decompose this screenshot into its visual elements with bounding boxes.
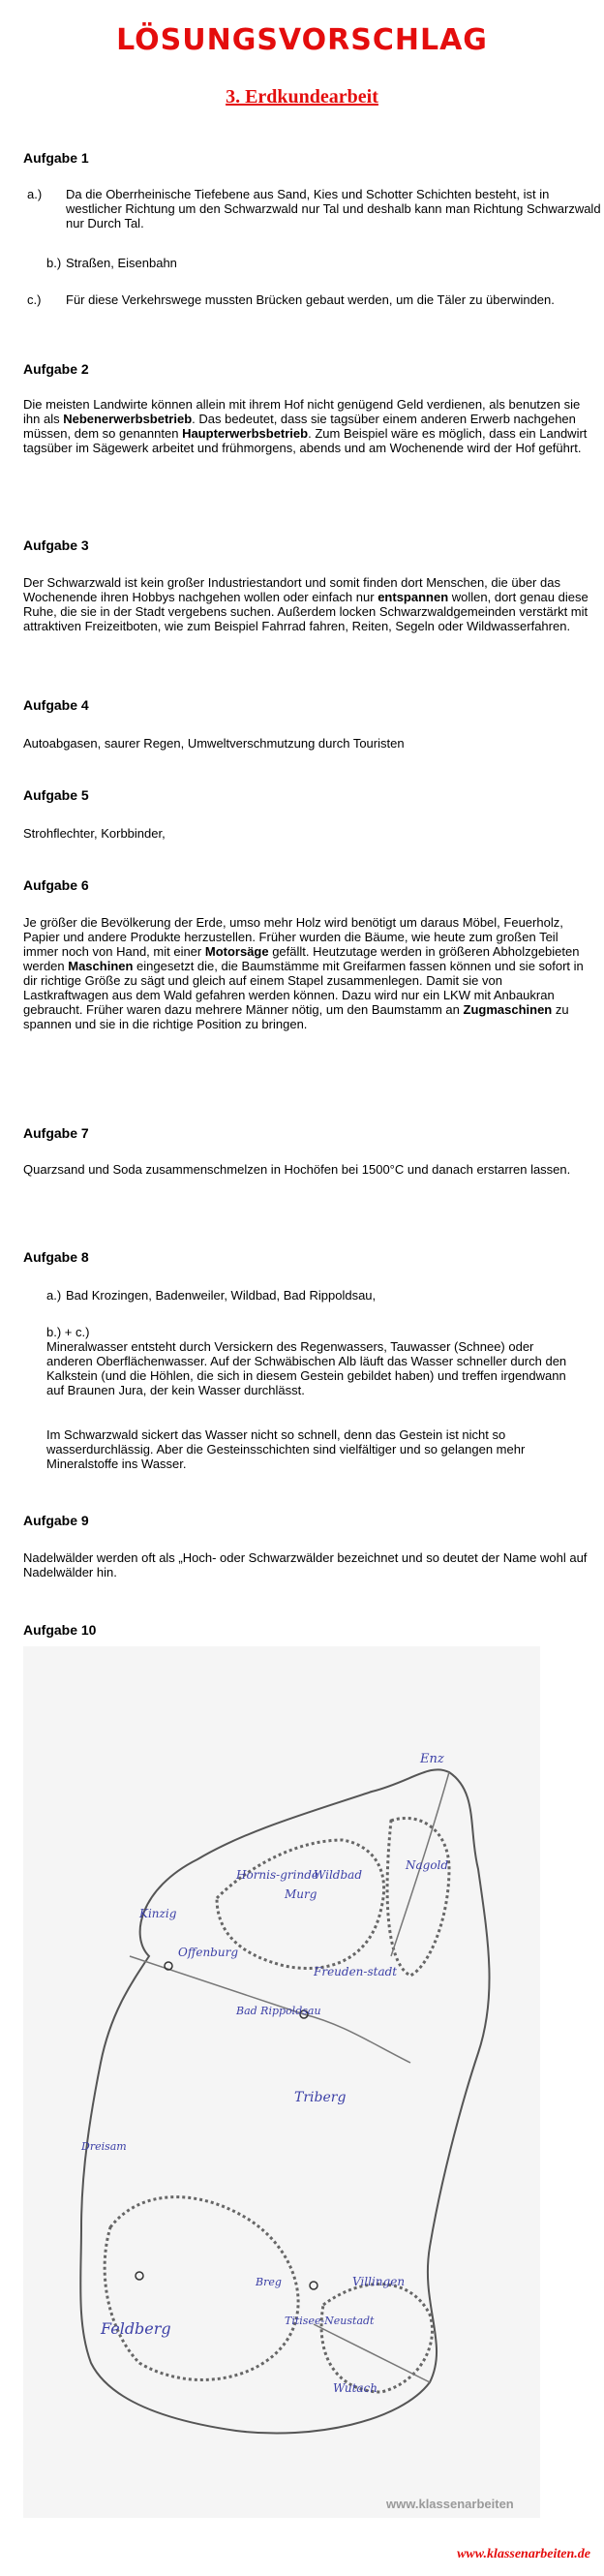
map-label-kinzig: Kinzig	[139, 1907, 177, 1920]
map-watermark: www.klassenarbeiten	[386, 2497, 514, 2511]
task-4-heading: Aufgabe 4	[23, 697, 89, 713]
task-8-heading: Aufgabe 8	[23, 1249, 89, 1265]
task-6-text-1: Je größer die Bevölkerung der Erde, umso mehr Holz wird benötigt um daraus Möbel, Feuerholz, Papier und andere Produkte herzustellen. Früher wurden die Bäume, wie heute zum großen Teil immer noch von Hand, mit einer	[23, 915, 563, 959]
map-label-dreisam: Dreisam	[81, 2140, 127, 2153]
task-1-c-label: c.)	[27, 292, 42, 307]
map-label-triberg: Triberg	[294, 2090, 347, 2105]
task-8-answer-bc-p2: Im Schwarzwald sickert das Wasser nicht so schnell, denn das Gestein ist nicht so wasserdurchlässig. Aber die Gesteinsschichten sind vielfältiger und so gelangen mehr Mineralstoffe ins Wasser.	[46, 1427, 526, 1471]
page-title: LÖSUNGSVORSCHLAG	[116, 23, 488, 57]
map-label-enz: Enz	[420, 1752, 444, 1766]
task-6-term-zugmaschinen: Zugmaschinen	[463, 1002, 553, 1017]
map-label-villingen: Villingen	[352, 2275, 406, 2288]
task-2-answer	[23, 397, 589, 455]
footer-url: www.klassenarbeiten.de	[457, 2547, 590, 2561]
task-2-term-haupterwerb: Haupterwerbsbetrieb	[182, 426, 309, 441]
task-6-term-maschinen: Maschinen	[68, 959, 134, 973]
map-label-hornisgrinde: Hornis-grinde	[236, 1868, 318, 1882]
task-6-answer	[23, 915, 589, 1031]
task-1-a-text: Da die Oberrheinische Tiefebene aus Sand, Kies und Schotter Schichten besteht, ist in westlicher Richtung um den Schwarzwald nur Tal und deshalb kann man Richtung Schwarzwald nur Durch Tal.	[66, 187, 601, 230]
map-label-wutach: Wutach	[333, 2381, 378, 2395]
task-6-heading: Aufgabe 6	[23, 877, 89, 893]
task-5-heading: Aufgabe 5	[23, 787, 89, 803]
black-forest-map	[23, 1646, 540, 2518]
map-label-freudenstadt: Freuden-stadt	[314, 1965, 398, 1978]
task-9-answer: Nadelwälder werden oft als „Hoch- oder Schwarzwälder bezeichnet und so deutet der Name wohl auf Nadelwälder hin.	[23, 1550, 588, 1579]
task-1-a-label: a.)	[27, 187, 43, 201]
map-label-nagold: Nagold	[406, 1858, 449, 1872]
map-label-murg: Murg	[285, 1887, 317, 1901]
task-3-answer	[23, 575, 589, 633]
task-2-heading: Aufgabe 2	[23, 361, 89, 377]
task-3-text-2: wollen, dort genau diese Ruhe, die sie in der Stadt vergebens suchen. Außerdem locken Schwarzwaldgemeinden verstärkt mit attraktiven Freizeitboten, wie zum Beispiel Fahrrad fahren, Reiten, Segeln oder Wildwasserfahren.	[23, 590, 589, 633]
task-6-text-3: eingesetzt die, die Baumstämme mit Greifarmen fassen können und sie sofort in dir richtige Größe zu sägt und gleich auf einem Stapel zusammenlegen. Damit sie von Lastkraftwagen aus dem Wald gefahren werden können. Dazu wird nur ein LKW mit Anbaukran gebraucht. Früher waren dazu mehrere Männer nötig, um den Baumstamm an	[23, 959, 584, 1017]
task-8-answer-a	[46, 1288, 589, 1303]
task-8-answer-bc-p1: Mineralwasser entsteht durch Versickern des Regenwassers, Tauwasser (Schnee) oder anderen Oberflächenwasser. Auf der Schwäbischen Alb läuft das Wasser schneller durch den Kalkstein (und die Höhlen, die sich in diesem Gestein gebildet haben) und treffen irgendwann auf Braunen Jura, der kein Wasser durchlässt.	[46, 1339, 567, 1397]
task-8-a-label: a.)	[46, 1288, 62, 1303]
task-2-term-nebenerwerb: Nebenerwerbsbetrieb	[63, 412, 193, 426]
task-1-c-text: Für diese Verkehrswege mussten Brücken gebaut werden, um die Täler zu überwinden.	[66, 292, 555, 307]
task-9-heading: Aufgabe 9	[23, 1513, 89, 1528]
task-3-term-entspannen: entspannen	[378, 590, 449, 604]
task-1-answer-c	[27, 292, 604, 307]
page-subtitle: 3. Erdkundearbeit	[226, 86, 378, 107]
map-label-offenburg: Offenburg	[178, 1946, 238, 1959]
task-1-b-label: b.)	[46, 256, 62, 270]
task-6-text-4: zu spannen und sie in die richtige Position zu bringen.	[23, 1002, 569, 1031]
task-3-text-1: Der Schwarzwald ist kein großer Industriestandort und somit finden dort Menschen, die über das Wochenende ihren Hobbys nachgehen wollen oder einfach nur	[23, 575, 560, 604]
map-label-bad-rippoldsau: Bad Rippoldsau	[236, 2005, 321, 2017]
task-1-b-text: Straßen, Eisenbahn	[66, 256, 177, 270]
task-5-answer: Strohflechter, Korbbinder,	[23, 826, 166, 841]
task-3-heading: Aufgabe 3	[23, 537, 89, 553]
task-7-answer: Quarzsand und Soda zusammenschmelzen in Hochöfen bei 1500°C und danach erstarren lassen.	[23, 1162, 571, 1177]
map-label-wildbad: Wildbad	[314, 1868, 362, 1882]
map-label-feldberg: Feldberg	[101, 2319, 171, 2338]
task-1-answer-b	[46, 256, 589, 270]
task-6-term-motorsaege: Motorsäge	[204, 944, 269, 959]
task-8-answer-bc-label: b.) + c.)	[46, 1325, 90, 1339]
task-2-text-2: . Das bedeutet, dass sie tagsüber einem anderen Erwerb nachgehen müssen, dem so genannten	[23, 412, 576, 441]
task-10-heading: Aufgabe 10	[23, 1622, 97, 1638]
map-label-titisee: Titisee-Neustadt	[285, 2315, 375, 2327]
task-2-text-1: Die meisten Landwirte können allein mit ihrem Hof nicht genügend Geld verdienen, als benutzen sie ihn als	[23, 397, 581, 426]
task-1-heading: Aufgabe 1	[23, 150, 89, 166]
task-2-text-3: . Zum Beispiel wäre es möglich, dass ein Landwirt tagsüber im Sägewerk arbeitet und frühmorgens, abends und am Wochenende wird der Hof geführt.	[23, 426, 588, 455]
map-label-breg: Breg	[256, 2276, 282, 2288]
task-8-a-text: Bad Krozingen, Badenweiler, Wildbad, Bad Rippoldsau,	[66, 1288, 377, 1303]
task-6-text-2: gefällt. Heutzutage werden in größeren Abholzgebieten werden	[23, 944, 580, 973]
task-4-answer: Autoabgasen, saurer Regen, Umweltverschmutzung durch Touristen	[23, 736, 405, 751]
task-7-heading: Aufgabe 7	[23, 1125, 89, 1141]
task-1-answer-a	[27, 187, 604, 230]
